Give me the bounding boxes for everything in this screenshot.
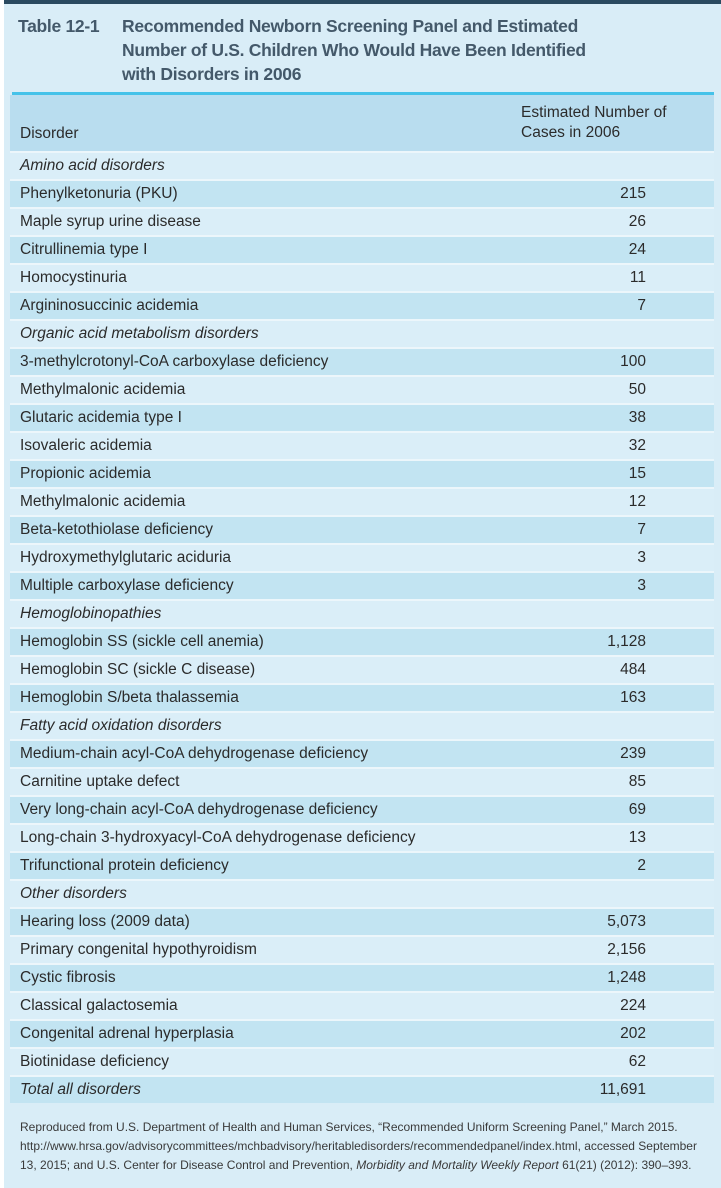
cases-value: 484 xyxy=(620,661,646,678)
cases-value: 100 xyxy=(620,353,646,370)
source-journal-title: Morbidity and Mortality Weekly Report xyxy=(356,1158,559,1172)
disorder-name: Long-chain 3-hydroxyacyl-CoA dehydrogenase deficiency xyxy=(20,829,416,846)
table-row xyxy=(10,627,714,655)
section-header-row xyxy=(10,319,714,347)
section-header-row xyxy=(10,599,714,627)
table-row xyxy=(10,459,714,487)
cases-value: 224 xyxy=(620,997,646,1014)
table-title: Recommended Newborn Screening Panel and Estimated Number of U.S. Children Who Would Have Been Identified with Disorders in 2006 xyxy=(122,16,586,84)
disorder-name: Multiple carboxylase deficiency xyxy=(20,577,234,594)
disorder-name: Methylmalonic acidemia xyxy=(20,493,186,510)
disorder-name: Hemoglobin SC (sickle C disease) xyxy=(20,661,256,678)
cases-value: 163 xyxy=(620,689,646,706)
section-title: Fatty acid oxidation disorders xyxy=(20,717,222,734)
section-header-row xyxy=(10,879,714,907)
table-header-row xyxy=(10,95,714,151)
cases-value: 62 xyxy=(628,1053,646,1070)
disorder-name: Argininosuccinic acidemia xyxy=(20,297,199,314)
disorder-name: Medium-chain acyl-CoA dehydrogenase deficiency xyxy=(20,745,369,762)
table-row xyxy=(10,1019,714,1047)
total-value: 11,691 xyxy=(599,1081,646,1098)
section-title: Amino acid disorders xyxy=(20,157,165,174)
cases-value: 215 xyxy=(620,185,646,202)
disorder-name: Isovaleric acidemia xyxy=(20,437,152,454)
table-row xyxy=(10,403,714,431)
table-row xyxy=(10,179,714,207)
cases-value: 239 xyxy=(620,745,646,762)
disorder-name: Congenital adrenal hyperplasia xyxy=(20,1025,234,1042)
section-title: Other disorders xyxy=(20,885,127,902)
section-title: Organic acid metabolism disorders xyxy=(20,325,259,342)
disorder-name: Hydroxymethylglutaric aciduria xyxy=(20,549,232,566)
table-row xyxy=(10,795,714,823)
cases-value: 2 xyxy=(637,857,646,874)
table-number: Table 12-1 xyxy=(18,16,100,36)
cases-value: 3 xyxy=(637,549,646,566)
column-header-disorder: Disorder xyxy=(20,125,79,142)
disorder-name: Beta-ketothiolase deficiency xyxy=(20,521,214,538)
source-text-end: 61(21) (2012): 390–393. xyxy=(558,1158,692,1172)
section-title: Hemoglobinopathies xyxy=(20,605,162,622)
disorder-name: 3-methylcrotonyl-CoA carboxylase deficiency xyxy=(20,353,329,370)
table-row xyxy=(10,375,714,403)
disorder-name: Hemoglobin S/beta thalassemia xyxy=(20,689,239,706)
section-header-row xyxy=(10,151,714,179)
cases-value: 13 xyxy=(628,829,646,846)
table-row xyxy=(10,991,714,1019)
cases-value: 1,128 xyxy=(607,633,646,650)
table-row xyxy=(10,207,714,235)
total-row xyxy=(10,1075,714,1103)
table-row xyxy=(10,851,714,879)
cases-value: 12 xyxy=(628,493,646,510)
disorder-name: Trifunctional protein deficiency xyxy=(20,857,229,874)
total-label: Total all disorders xyxy=(20,1081,141,1098)
table-row xyxy=(10,907,714,935)
table-caption xyxy=(4,4,721,92)
cases-value: 2,156 xyxy=(607,941,646,958)
cases-value: 26 xyxy=(628,213,646,230)
table-body xyxy=(10,151,714,1103)
table-row xyxy=(10,963,714,991)
table-row xyxy=(10,235,714,263)
cases-value: 69 xyxy=(628,801,646,818)
column-header-cases: Estimated Number of Cases in 2006 xyxy=(521,104,667,141)
disorder-name: Glutaric acidemia type I xyxy=(20,409,182,426)
cases-value: 1,248 xyxy=(607,969,646,986)
table-row xyxy=(10,683,714,711)
disorder-name: Methylmalonic acidemia xyxy=(20,381,186,398)
cases-value: 3 xyxy=(637,577,646,594)
cases-value: 202 xyxy=(620,1025,646,1042)
disorder-name: Carnitine uptake defect xyxy=(20,773,180,790)
cases-value: 38 xyxy=(628,409,646,426)
disorder-name: Primary congenital hypothyroidism xyxy=(20,941,257,958)
disorder-name: Cystic fibrosis xyxy=(20,969,116,986)
section-header-row xyxy=(10,711,714,739)
cases-value: 15 xyxy=(628,465,646,482)
cases-value: 7 xyxy=(637,297,646,314)
table-row xyxy=(10,571,714,599)
screening-table xyxy=(10,95,714,1103)
table-row xyxy=(10,655,714,683)
source-text: Reproduced from U.S. Department of Health and Human Services, “Recommended Uniform Screening Panel,” March 2015. http://www.hrsa.gov/advisorycommittees/mchbadvisory/heritabledisorders/recommendedpanel/index.html, accessed September 13, 2015; and U.S. Center for Disease Control and Prevention, xyxy=(20,1120,697,1172)
cases-value: 85 xyxy=(628,773,646,790)
table-row xyxy=(10,487,714,515)
table-row xyxy=(10,431,714,459)
disorder-name: Maple syrup urine disease xyxy=(20,213,201,230)
disorder-name: Propionic acidemia xyxy=(20,465,151,482)
disorder-name: Biotinidase deficiency xyxy=(20,1053,170,1070)
table-row xyxy=(10,739,714,767)
cases-value: 11 xyxy=(629,269,646,286)
table-row xyxy=(10,515,714,543)
disorder-name: Classical galactosemia xyxy=(20,997,178,1014)
disorder-name: Phenylketonuria (PKU) xyxy=(20,185,178,202)
table-row xyxy=(10,543,714,571)
disorder-name: Hemoglobin SS (sickle cell anemia) xyxy=(20,633,264,650)
cases-value: 7 xyxy=(637,521,646,538)
disorder-name: Citrullinemia type I xyxy=(20,241,148,258)
table-row xyxy=(10,347,714,375)
disorder-name: Hearing loss (2009 data) xyxy=(20,913,190,930)
cases-value: 5,073 xyxy=(607,913,646,930)
source-note xyxy=(4,1103,721,1175)
table-row xyxy=(10,823,714,851)
table-row xyxy=(10,1047,714,1075)
disorder-name: Homocystinuria xyxy=(20,269,127,286)
table-row xyxy=(10,767,714,795)
cases-value: 32 xyxy=(628,437,646,454)
table-row xyxy=(10,291,714,319)
cases-value: 50 xyxy=(628,381,646,398)
table-panel xyxy=(4,0,721,1188)
disorder-name: Very long-chain acyl-CoA dehydrogenase deficiency xyxy=(20,801,378,818)
cases-value: 24 xyxy=(628,241,646,258)
table-row xyxy=(10,935,714,963)
table-row xyxy=(10,263,714,291)
